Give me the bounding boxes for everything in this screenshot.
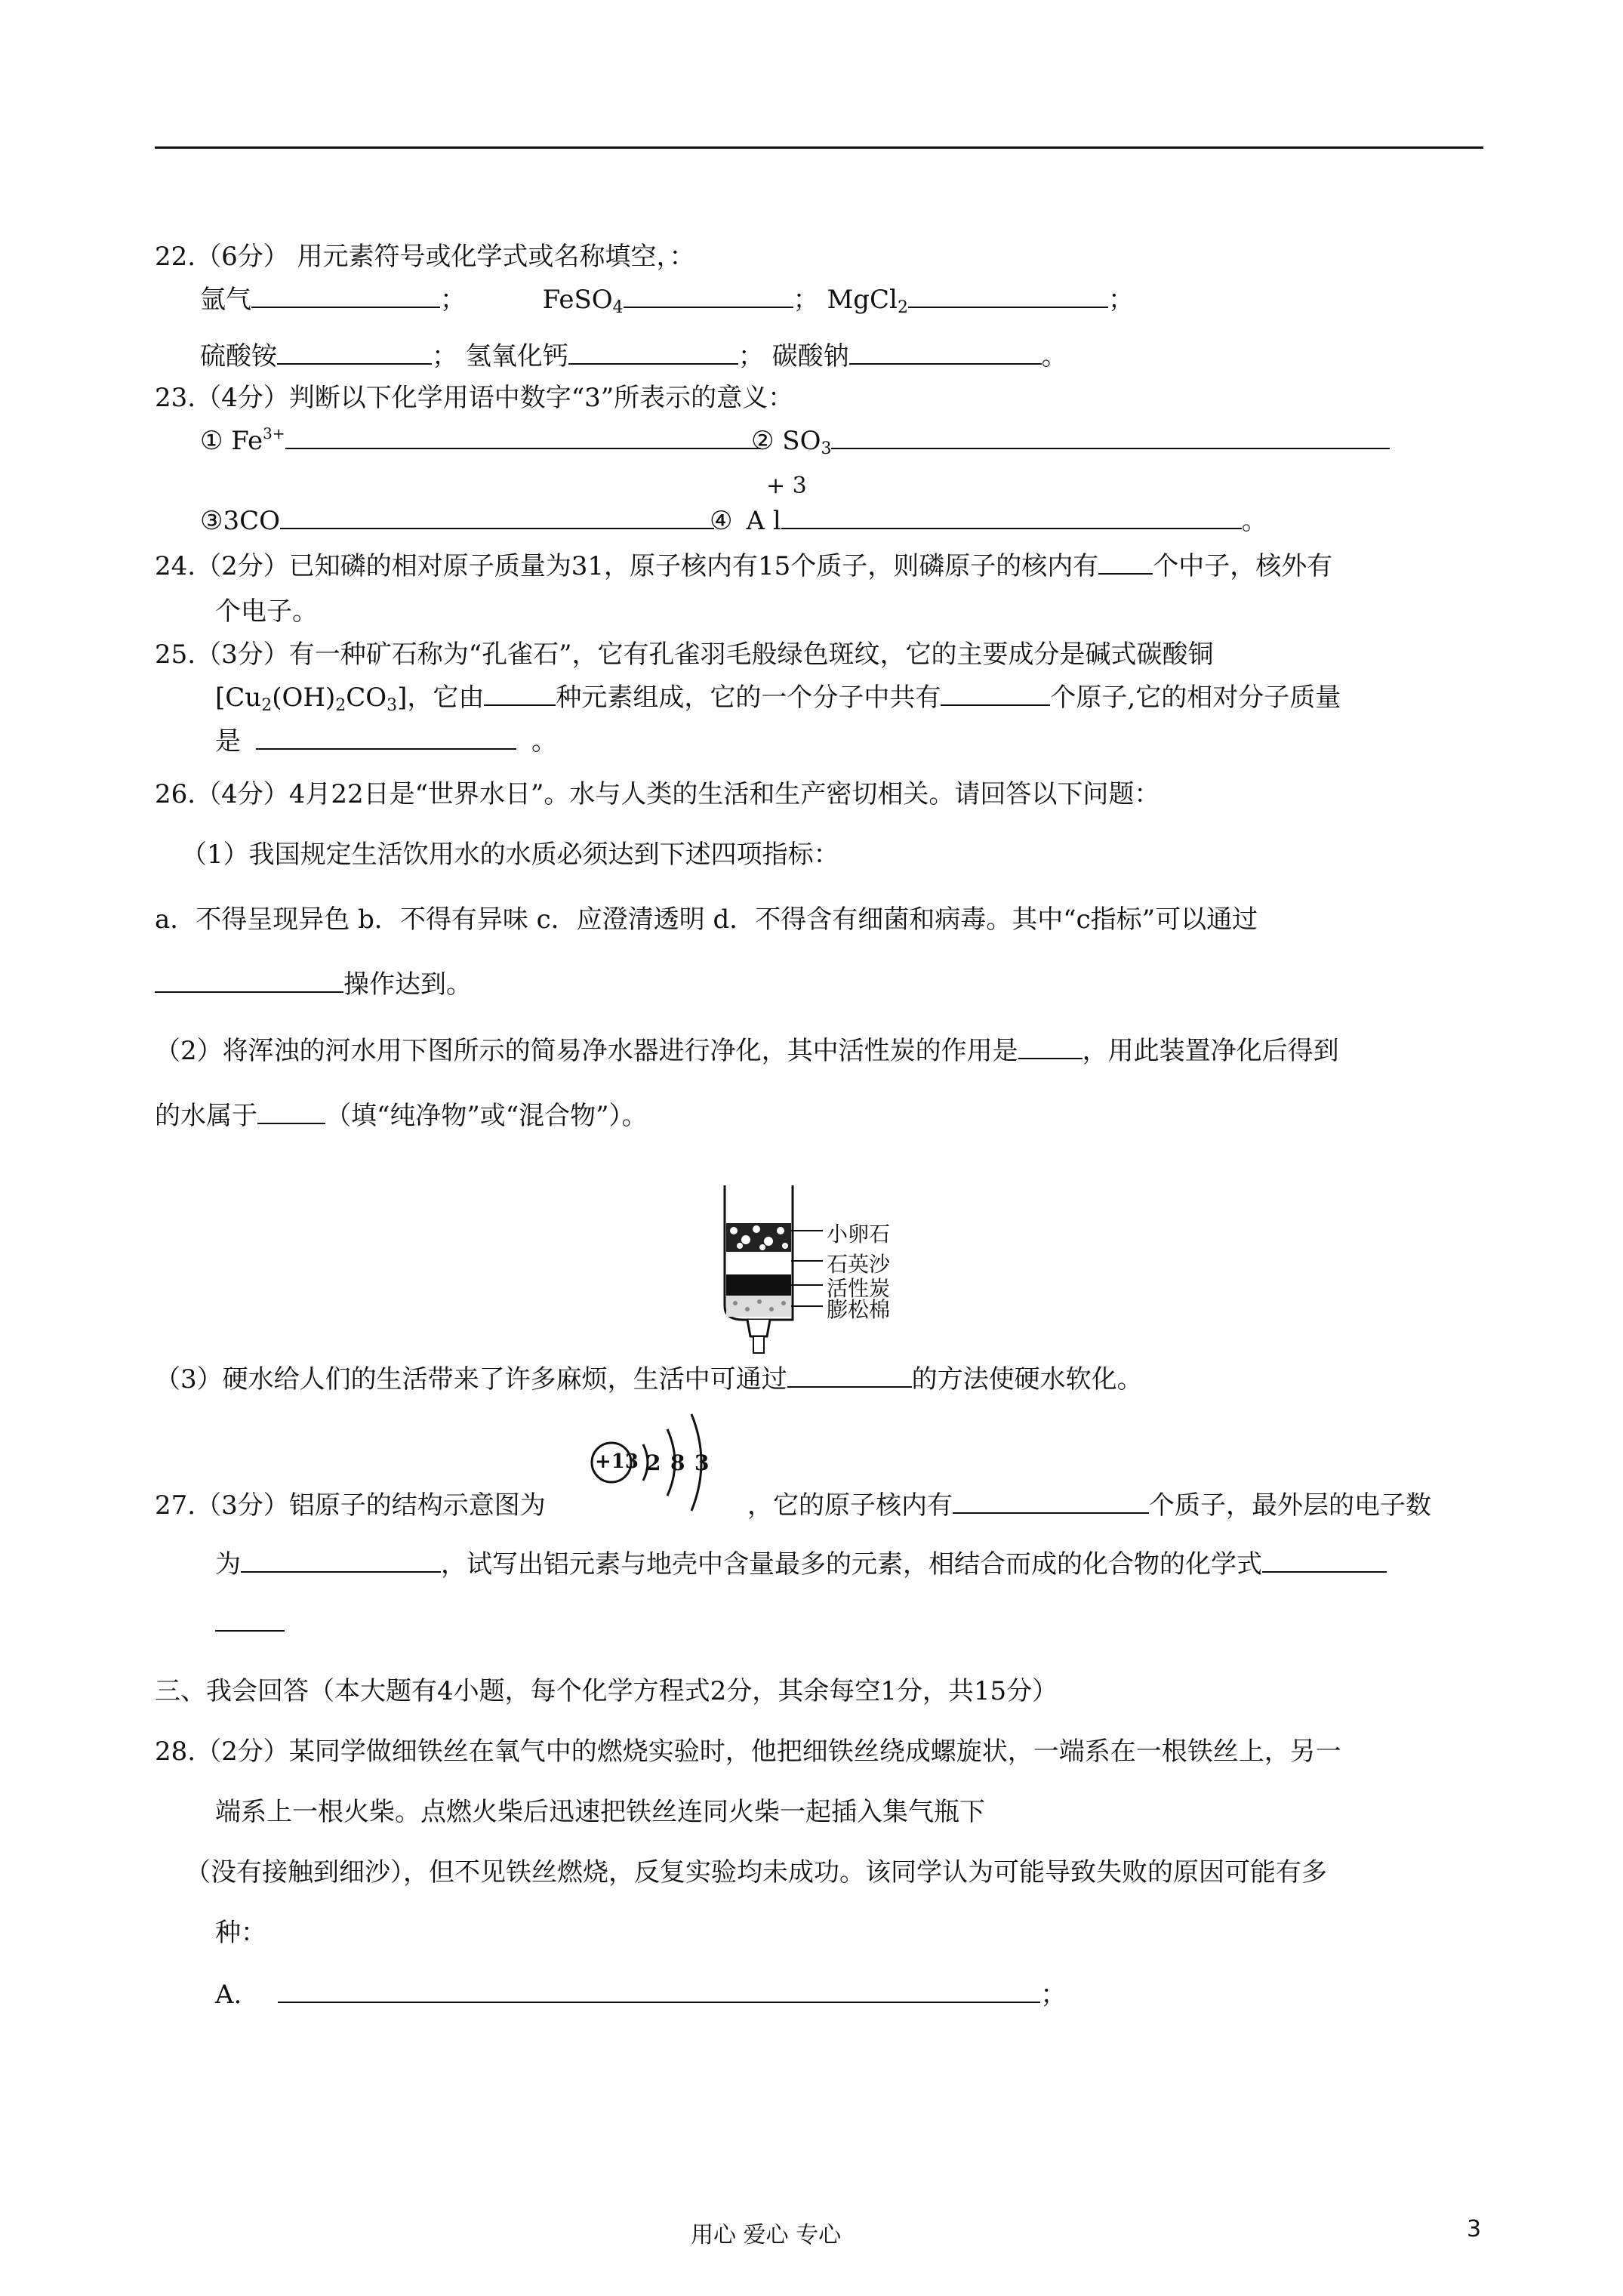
q25-line3: 是 。 xyxy=(215,726,557,757)
water-filter-diagram xyxy=(710,1185,959,1359)
section-3-heading: 三、我会回答（本大题有4小题，每个化学方程式2分，其余每空1分，共15分） xyxy=(155,1676,1058,1706)
q27-line3 xyxy=(215,1607,285,1640)
q27-line2: 为 ，试写出铝元素与地壳中含量最多的元素，相结合而成的化合物的化学式 xyxy=(215,1548,1387,1581)
q24-line1: 24.（2分）已知磷的相对原子质量为31，原子核内有15个质子，则磷原子的核内有 个中子，核外有 xyxy=(155,551,1333,581)
shell-2-electrons: 8 xyxy=(670,1450,685,1475)
q27-line1-right: ，它的原子核内有 个质子，最外层的电子数 xyxy=(747,1490,1431,1521)
header-rule xyxy=(155,146,1483,149)
q23-item4: ④ A l 。 xyxy=(710,506,1267,536)
q28-line3: （没有接触到细沙），但不见铁丝燃烧，反复实验均未成功。该同学认为可能导致失败的原因可能有多 xyxy=(185,1857,1327,1888)
filter-label-sand: 石英沙 xyxy=(827,1252,891,1277)
q28-line1: 28.（2分）某同学做细铁丝在氧气中的燃烧实验时，他把细铁丝绕成螺旋状，一端系在一根铁丝上，另一 xyxy=(155,1737,1341,1767)
q23-item3: ③3CO xyxy=(200,504,714,538)
q22-row1: 氩气 ； FeSO$_4$ ； MgCl$_2$ ； xyxy=(200,285,1134,317)
filter-label-pebbles: 小卵石 xyxy=(827,1222,891,1247)
shell-3-electrons: 3 xyxy=(694,1450,710,1475)
q26-head: 26.（4分）4月22日是“世界水日”。水与人类的生活和生产密切相关。请回答以下问题： xyxy=(155,779,1160,809)
q26-part2: （2）将浑浊的河水用下图所示的简易净水器进行净化，其中活性炭的作用是 ，用此装置净化后得到 xyxy=(155,1036,1339,1066)
filter-label-cotton: 膨松棉 xyxy=(827,1297,891,1322)
q24-line2: 个电子。 xyxy=(215,596,318,627)
q22-head: 22.（6分） 用元素符号或化学式或名称填空，： xyxy=(155,242,695,272)
q26-part1-answer: 操作达到。 xyxy=(155,968,472,1001)
q23-valence-mark: + 3 xyxy=(766,473,807,499)
q26-part3: （3）硬水给人们的生活带来了许多麻烦，生活中可通过 的方法使硬水软化。 xyxy=(155,1364,1143,1395)
q23-item2: ② $SO_3$ xyxy=(751,424,1390,458)
q23-item1: ① $Fe^{3+}$ xyxy=(200,424,761,458)
q25-line2: $[Cu_2(OH)_2CO_3]$，它由 种元素组成，它的一个分子中共有 个原子,它的相对分子质量 xyxy=(215,683,1341,715)
aluminum-atom-diagram xyxy=(589,1408,740,1514)
q27-line1: 27.（3分）铝原子的结构示意图为 xyxy=(155,1490,546,1521)
q25-line1: 25.（3分）有一种矿石称为“孔雀石”，它有孔雀羽毛般绿色斑纹，它的主要成分是碱式碳酸铜 xyxy=(155,639,1214,670)
q28-line2: 端系上一根火柴。点燃火柴后迅速把铁丝连同火柴一起插入集气瓶下 xyxy=(215,1797,985,1827)
q26-part2-line2: 的水属于 （填“纯净物”或“混合物”）。 xyxy=(155,1101,648,1131)
q26-part1: （1）我国规定生活饮用水的水质必须达到下述四项指标： xyxy=(181,840,839,870)
q28-line4: 种： xyxy=(215,1918,266,1948)
q28-answer-a: A. ； xyxy=(215,1980,1067,2010)
q22-row2: 硫酸铵 ； 氢氧化钙 ； 碳酸钠 。 xyxy=(200,341,1067,371)
page-number: 3 xyxy=(1467,2216,1482,2242)
filter-label-carbon: 活性炭 xyxy=(827,1276,891,1301)
footer-slogan: 用心 爱心 专心 xyxy=(691,2222,842,2248)
q26-part1-criteria: a．不得呈现异色 b．不得有异味 c．应澄清透明 d．不得含有细菌和病毒。其中“c指标”可以通过 xyxy=(155,905,1258,935)
shell-1-electrons: 2 xyxy=(646,1450,661,1475)
nucleus-charge: +13 xyxy=(595,1450,639,1473)
q23-head: 23.（4分）判断以下化学用语中数字“3”所表示的意义： xyxy=(155,383,794,413)
